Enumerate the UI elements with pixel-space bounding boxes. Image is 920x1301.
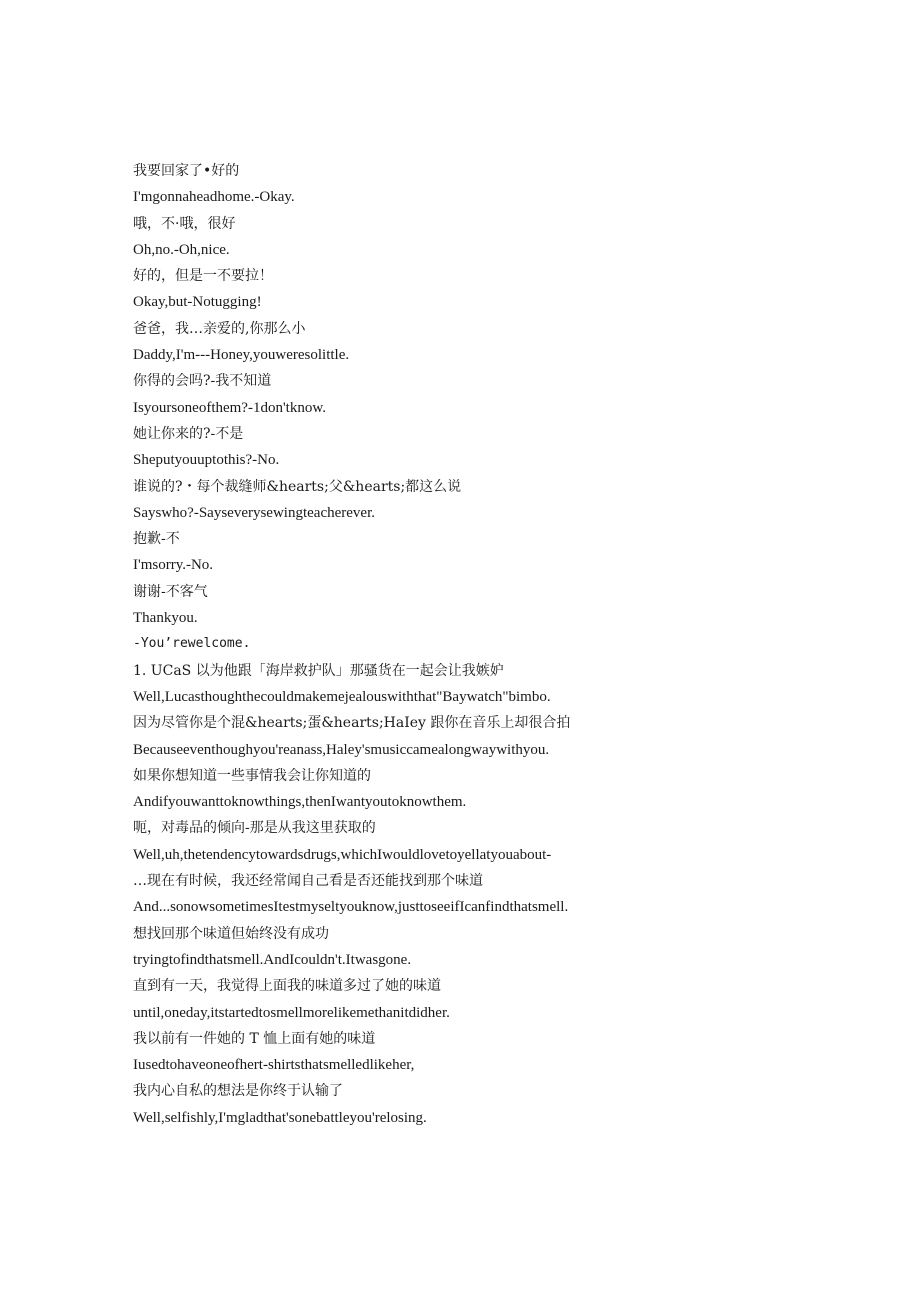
transcript-line: 好的，但是一不要拉！ xyxy=(133,268,273,285)
transcript-line: until,oneday,itstartedtosmellmorelikemethanitdidher. xyxy=(133,1004,450,1021)
transcript-line: 我以前有一件她的 T 恤上面有她的味道 xyxy=(133,1030,376,1047)
transcript-line: -You’rewelcome. xyxy=(133,636,251,652)
transcript-line: 呃，对毒品的倾向-那是从我这里获取的 xyxy=(133,820,376,837)
transcript-line: Sheputyouuptothis?-No. xyxy=(133,452,280,469)
transcript-line: 谢谢-不客气 xyxy=(133,583,208,600)
transcript-line: 我要回家了•好的 xyxy=(133,163,240,179)
transcript-line: Well,uh,thetendencytowardsdrugs,whichIwouldlovetoyellatyouabout- xyxy=(133,846,552,863)
transcript-line: 1. UCaS 以为他跟「海岸救护队」那骚货在一起会让我嫉妒 xyxy=(133,662,504,679)
transcript-line: 如果你想知道一些事情我会让你知道的 xyxy=(133,767,371,784)
transcript-line: 想找回那个味道但始终没有成功 xyxy=(133,925,329,942)
transcript-line: Daddy,I'm---Honey,youweresolittle. xyxy=(133,347,350,364)
transcript-line: 抱歉-不 xyxy=(133,531,180,548)
transcript-line: 谁说的?・每个裁缝师&hearts;父&hearts;都这么说 xyxy=(133,478,462,495)
transcript-line: Andifyouwanttoknowthings,thenIwantyoutoknowthem. xyxy=(133,794,467,811)
transcript-line: 爸爸，我…亲爱的,你那么小 xyxy=(133,320,306,337)
transcript-line: Oh,no.-Oh,nice. xyxy=(133,241,230,258)
transcript-line: 因为尽管你是个混&hearts;蛋&hearts;HaIey 跟你在音乐上却很合拍 xyxy=(133,715,571,732)
transcript-line: 你得的会吗?-我不知道 xyxy=(133,373,272,390)
transcript-line: 哦，不·哦，很好 xyxy=(133,215,236,232)
transcript-line: Sayswho?-Sayseverysewingteacherever. xyxy=(133,504,375,521)
transcript-line: Well,Lucasthoughthecouldmakemejealouswiththat"Baywatch"bimbo. xyxy=(133,688,551,705)
transcript-line: 直到有一天，我觉得上面我的味道多过了她的味道 xyxy=(133,978,441,995)
transcript-line: Thankyou. xyxy=(133,610,198,627)
transcript-line: I'msorry.-No. xyxy=(133,557,214,574)
transcript-line: Okay,but-Notugging! xyxy=(133,294,262,311)
transcript-line: tryingtofindthatsmell.AndIcouldn't.Itwasgone. xyxy=(133,951,412,968)
transcript-line: Well,selfishly,I'mgladthat'sonebattleyou'relosing. xyxy=(133,1109,427,1126)
transcript-line: 我内心自私的想法是你终于认输了 xyxy=(133,1083,343,1100)
transcript-line: 她让你来的?-不是 xyxy=(133,425,244,442)
transcript-line: …现在有时候，我还经常闻自己看是否还能找到那个味道 xyxy=(133,873,483,890)
transcript-line: I'mgonnaheadhome.-Okay. xyxy=(133,189,295,206)
transcript-line: And...sonowsometimesItestmyseltyouknow,justtoseeifIcanfindthatsmell. xyxy=(133,899,569,916)
transcript-line: Iusedtohaveoneofhert-shirtsthatsmelledlikeher, xyxy=(133,1057,415,1074)
transcript-line: Becauseeventhoughyou'reanass,Haley'smusiccamealongwaywithyou. xyxy=(133,741,550,758)
transcript-line: Isyoursoneofthem?-1don'tknow. xyxy=(133,399,326,416)
transcript-lines xyxy=(133,158,873,1131)
